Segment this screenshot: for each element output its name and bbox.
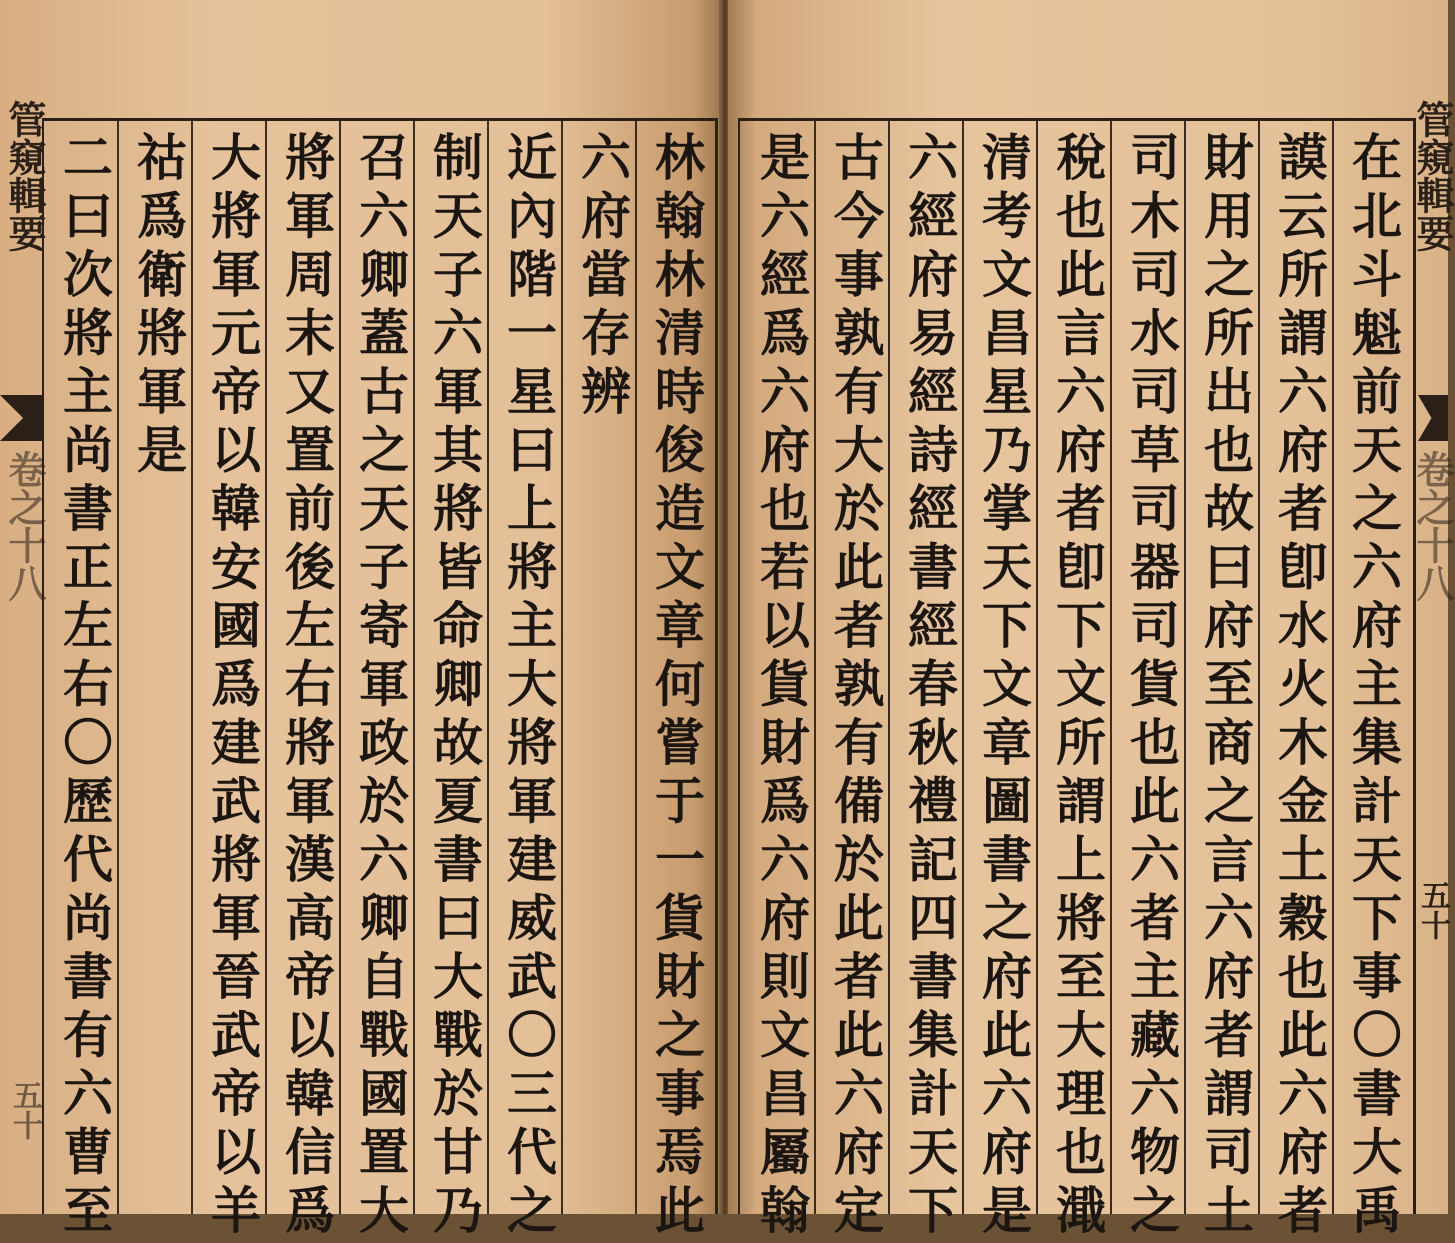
column-rule <box>487 121 489 1214</box>
text-column <box>973 131 1033 1243</box>
text-column <box>1269 131 1329 1243</box>
column-text: 制天子六軍其將皆命卿故夏書曰大戰於甘乃 <box>425 131 484 1243</box>
column-rule <box>1110 121 1112 1214</box>
fishtail-mark <box>1418 395 1448 441</box>
edge-folio: 五十 <box>7 1080 42 1140</box>
edge-title: 管窺輯要 <box>1410 100 1455 252</box>
column-text: 是六經爲六府也若以貨財爲六府則文昌屬翰 <box>752 131 811 1243</box>
column-text: 祜爲衛將軍是 <box>129 131 188 482</box>
fishtail-mark <box>0 395 42 441</box>
text-column <box>572 131 632 424</box>
text-column <box>1121 131 1181 1243</box>
text-column <box>424 131 484 1243</box>
edge-volume: 卷之十八 <box>1410 450 1455 602</box>
edge-folio: 五十 <box>1415 880 1450 940</box>
right-edge-volume <box>1410 450 1455 602</box>
column-rule <box>635 121 637 1214</box>
text-column <box>646 131 706 1243</box>
right-page <box>728 0 1455 1243</box>
left-edge-folio <box>4 1080 44 1140</box>
column-text: 六經府易經詩經書經春秋禮記四書集計天下 <box>900 131 959 1243</box>
column-rule <box>888 121 890 1214</box>
left-edge-volume <box>2 450 47 602</box>
text-column <box>899 131 959 1243</box>
column-text: 古今事孰有大於此者孰有備於此者此六府定 <box>826 131 885 1243</box>
text-column <box>128 131 188 482</box>
column-text: 司木司水司草司器司貨也此六者主藏六物之 <box>1122 131 1181 1243</box>
column-rule <box>339 121 341 1214</box>
column-text: 召六卿蓋古之天子寄軍政於六卿自戰國置大 <box>351 131 410 1243</box>
column-text: 謨云所謂六府者卽水火木金土穀也此六府者 <box>1270 131 1329 1243</box>
column-text: 清考文昌星乃掌天下文章圖書之府此六府是 <box>974 131 1033 1243</box>
column-text: 將軍周末又置前後左右將軍漢高帝以韓信爲 <box>277 131 336 1243</box>
edge-volume: 卷之十八 <box>2 450 47 602</box>
column-rule <box>1258 121 1260 1214</box>
column-text: 財用之所出也故曰府至商之言六府者謂司土 <box>1196 131 1255 1243</box>
column-text: 近內階一星曰上將主大將軍建威武〇三代之 <box>499 131 558 1243</box>
column-rule <box>1036 121 1038 1214</box>
right-edge-folio <box>1416 880 1448 940</box>
column-text: 大將軍元帝以韓安國爲建武將軍晉武帝以羊 <box>203 131 262 1243</box>
column-text: 在北斗魁前天之六府主集計天下事〇書大禹 <box>1344 131 1403 1243</box>
text-column <box>350 131 410 1243</box>
left-text-frame <box>42 118 718 1243</box>
text-column <box>202 131 262 1243</box>
text-column <box>276 131 336 1243</box>
column-rule <box>561 121 563 1214</box>
left-page <box>0 0 722 1243</box>
right-text-frame <box>738 118 1416 1243</box>
column-text: 林翰林清時俊造文章何嘗于一貨財之事焉此 <box>647 131 706 1243</box>
column-rule <box>1184 121 1186 1214</box>
text-column <box>751 131 811 1243</box>
text-column <box>498 131 558 1243</box>
column-rule <box>962 121 964 1214</box>
text-column <box>1343 131 1403 1243</box>
column-rule <box>814 121 816 1214</box>
column-rule <box>265 121 267 1214</box>
text-column <box>1195 131 1255 1243</box>
column-rule <box>191 121 193 1214</box>
column-rule <box>413 121 415 1214</box>
column-text: 二曰次將主尚書正左右〇歷代尚書有六曹至 <box>55 131 114 1243</box>
right-edge-margin <box>1410 100 1455 252</box>
text-column <box>1047 131 1107 1243</box>
edge-title: 管窺輯要 <box>2 100 47 252</box>
column-text: 六府當存辨 <box>573 131 632 424</box>
column-rule <box>1332 121 1334 1214</box>
text-column <box>54 131 114 1243</box>
text-column <box>825 131 885 1243</box>
column-rule <box>117 121 119 1214</box>
left-edge-margin <box>2 100 47 252</box>
column-text: 稅也此言六府者卽下文所謂上將至大理也濈 <box>1048 131 1107 1243</box>
